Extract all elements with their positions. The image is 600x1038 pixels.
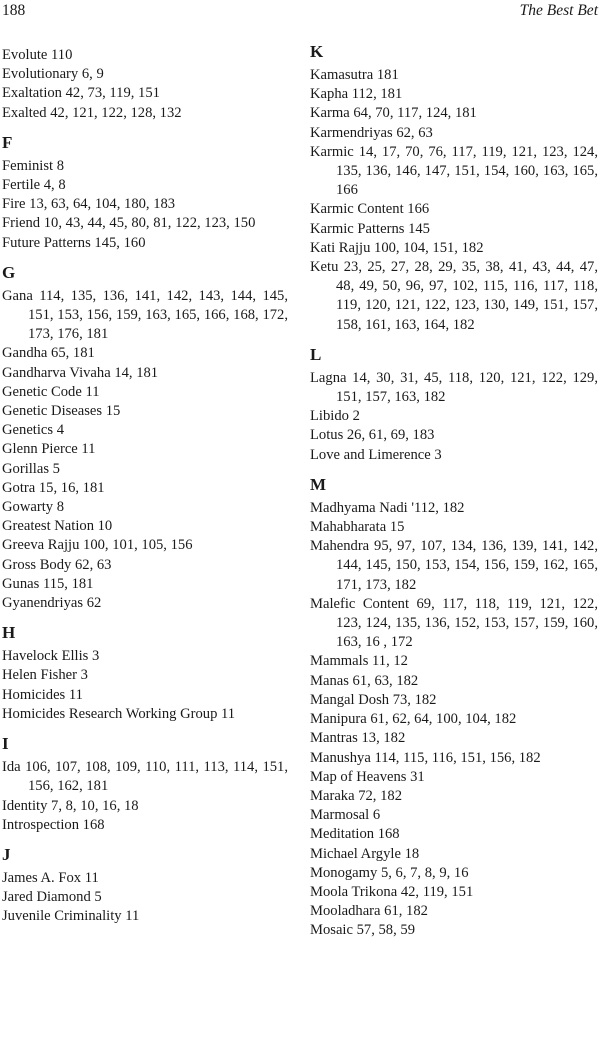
index-entry: Mammals 11, 12 bbox=[310, 653, 408, 670]
index-section bbox=[310, 42, 598, 335]
index-entry: Gana 114, 135, 136, 141, 142, 143, 144, 145, 151, 153, 156, 159, 163, 165, 166, 168, 172, 173, 176, 181 bbox=[2, 287, 288, 343]
index-entry: Mantras 13, 182 bbox=[310, 730, 406, 747]
index-entry: Karmendriyas 62, 63 bbox=[310, 124, 433, 141]
index-entry: Meditation 168 bbox=[310, 826, 400, 843]
index-entry: Love and Limerence 3 bbox=[310, 446, 442, 463]
page-number: 188 bbox=[2, 2, 26, 19]
index-entry: Genetic Code 11 bbox=[2, 383, 100, 400]
index-entry: Havelock Ellis 3 bbox=[2, 648, 100, 665]
index-entry: Kati Rajju 100, 104, 151, 182 bbox=[310, 239, 484, 256]
index-entry: Mosaic 57, 58, 59 bbox=[310, 922, 415, 939]
index-entry: Gyanendriyas 62 bbox=[2, 595, 102, 612]
index-entry: Mahendra 95, 97, 107, 134, 136, 139, 141, 142, 144, 145, 150, 153, 154, 156, 159, 162, 165, 171, 173, 182 bbox=[310, 538, 598, 593]
index-entry: Madhyama Nadi '112, 182 bbox=[310, 499, 465, 516]
index-entry: Karmic Patterns 145 bbox=[310, 220, 430, 237]
index-entry: Friend 10, 43, 44, 45, 80, 81, 122, 123, 150 bbox=[2, 215, 256, 232]
index-entry: Gunas 115, 181 bbox=[2, 575, 94, 592]
index-section bbox=[2, 734, 288, 835]
index-entry: Identity 7, 8, 10, 16, 18 bbox=[2, 797, 139, 814]
index-entry: Evolutionary 6, 9 bbox=[2, 66, 104, 83]
index-entry: Manushya 114, 115, 116, 151, 156, 182 bbox=[310, 749, 541, 766]
index-entry: Greatest Nation 10 bbox=[2, 518, 113, 535]
page-header bbox=[0, 0, 600, 22]
index-entry: Monogamy 5, 6, 7, 8, 9, 16 bbox=[310, 864, 469, 881]
index-entry: Mahabharata 15 bbox=[310, 519, 405, 536]
index-entry: Homicides Research Working Group 11 bbox=[2, 705, 236, 722]
index-section bbox=[2, 623, 288, 724]
index-entry: Feminist 8 bbox=[2, 157, 65, 174]
index-entry: Future Patterns 145, 160 bbox=[2, 234, 146, 251]
index-entry: Fertile 4, 8 bbox=[2, 177, 66, 194]
index-entry: Gandharva Vivaha 14, 181 bbox=[2, 364, 159, 381]
index-entry: Homicides 11 bbox=[2, 686, 83, 703]
index-entry: Maraka 72, 182 bbox=[310, 787, 402, 804]
section-letter-heading: L bbox=[310, 344, 322, 364]
index-entry: Karma 64, 70, 117, 124, 181 bbox=[310, 105, 477, 122]
index-entry: Gorillas 5 bbox=[2, 460, 60, 477]
index-entry: Jared Diamond 5 bbox=[2, 889, 102, 906]
index-entry: Lagna 14, 30, 31, 45, 118, 120, 121, 122, 129, 151, 157, 163, 182 bbox=[310, 369, 598, 406]
index-entry: Manas 61, 63, 182 bbox=[310, 672, 419, 689]
section-letter-heading: G bbox=[2, 262, 16, 282]
index-entry: Glenn Pierce 11 bbox=[2, 441, 96, 458]
index-entry: Karmic Content 166 bbox=[310, 201, 430, 218]
index-entry: Genetic Diseases 15 bbox=[2, 403, 121, 420]
index-entry: Malefic Content 69, 117, 118, 119, 121, 122, 123, 124, 135, 136, 152, 153, 157, 159, 160, 163, 16 , 172 bbox=[310, 595, 598, 651]
index-entry: Gandha 65, 181 bbox=[2, 345, 95, 362]
index-entry: Exalted 42, 121, 122, 128, 132 bbox=[2, 104, 182, 121]
index-entry: Helen Fisher 3 bbox=[2, 667, 88, 684]
index-entry: Evolute 110 bbox=[2, 47, 73, 63]
index-entry: James A. Fox 11 bbox=[2, 869, 99, 886]
index-section bbox=[2, 845, 288, 927]
index-entry: Kapha 112, 181 bbox=[310, 86, 403, 103]
section-letter-heading: I bbox=[2, 734, 9, 754]
index-section bbox=[310, 475, 598, 941]
index-entry: Libido 2 bbox=[310, 408, 360, 425]
index-entry: Genetics 4 bbox=[2, 422, 65, 439]
section-letter-heading: H bbox=[2, 623, 16, 643]
section-letter-heading: J bbox=[2, 844, 11, 864]
index-entry: Moola Trikona 42, 119, 151 bbox=[310, 883, 474, 900]
index-entry: Gowarty 8 bbox=[2, 499, 65, 516]
section-letter-heading: K bbox=[310, 42, 324, 61]
index-entry: Ketu 23, 25, 27, 28, 29, 35, 38, 41, 43, 44, 47, 48, 49, 50, 96, 97, 102, 115, 116, 117, 118, 119, 120, 121, 122, 123, 130, 149, 151, 157, 158, 161, 163, 164, 182 bbox=[310, 259, 598, 333]
index-entry: Gotra 15, 16, 181 bbox=[2, 479, 105, 496]
index-column-left bbox=[2, 42, 288, 927]
index-entry: Juvenile Criminality 11 bbox=[2, 908, 140, 925]
index-section bbox=[2, 263, 288, 613]
index-entry: Mangal Dosh 73, 182 bbox=[310, 691, 437, 708]
index-entry: Ida 106, 107, 108, 109, 110, 111, 113, 114, 151, 156, 162, 181 bbox=[2, 759, 288, 795]
index-entry: Marmosal 6 bbox=[310, 807, 381, 824]
index-entry: Michael Argyle 18 bbox=[310, 845, 420, 862]
index-entry: Gross Body 62, 63 bbox=[2, 556, 112, 573]
section-letter-heading: M bbox=[310, 474, 327, 494]
index-entry: Kamasutra 181 bbox=[310, 67, 399, 83]
index-entry: Fire 13, 63, 64, 104, 180, 183 bbox=[2, 196, 176, 213]
index-entry: Mooladhara 61, 182 bbox=[310, 903, 428, 920]
section-letter-heading: F bbox=[2, 132, 13, 152]
index-entry: Manipura 61, 62, 64, 100, 104, 182 bbox=[310, 711, 517, 728]
running-title: The Best Bet bbox=[519, 2, 598, 19]
index-entry: Exaltation 42, 73, 119, 151 bbox=[2, 85, 160, 102]
index-column-right bbox=[310, 42, 598, 941]
index-section bbox=[2, 46, 288, 123]
index-entry: Lotus 26, 61, 69, 183 bbox=[310, 427, 435, 444]
index-entry: Greeva Rajju 100, 101, 105, 156 bbox=[2, 537, 193, 554]
index-entry: Introspection 168 bbox=[2, 816, 105, 833]
index-section bbox=[310, 345, 598, 465]
index-section bbox=[2, 133, 288, 253]
index-entry: Karmic 14, 17, 70, 76, 117, 119, 121, 123, 124, 135, 136, 146, 147, 151, 154, 160, 163, 165, 166 bbox=[310, 143, 598, 199]
index-entry: Map of Heavens 31 bbox=[310, 768, 425, 785]
